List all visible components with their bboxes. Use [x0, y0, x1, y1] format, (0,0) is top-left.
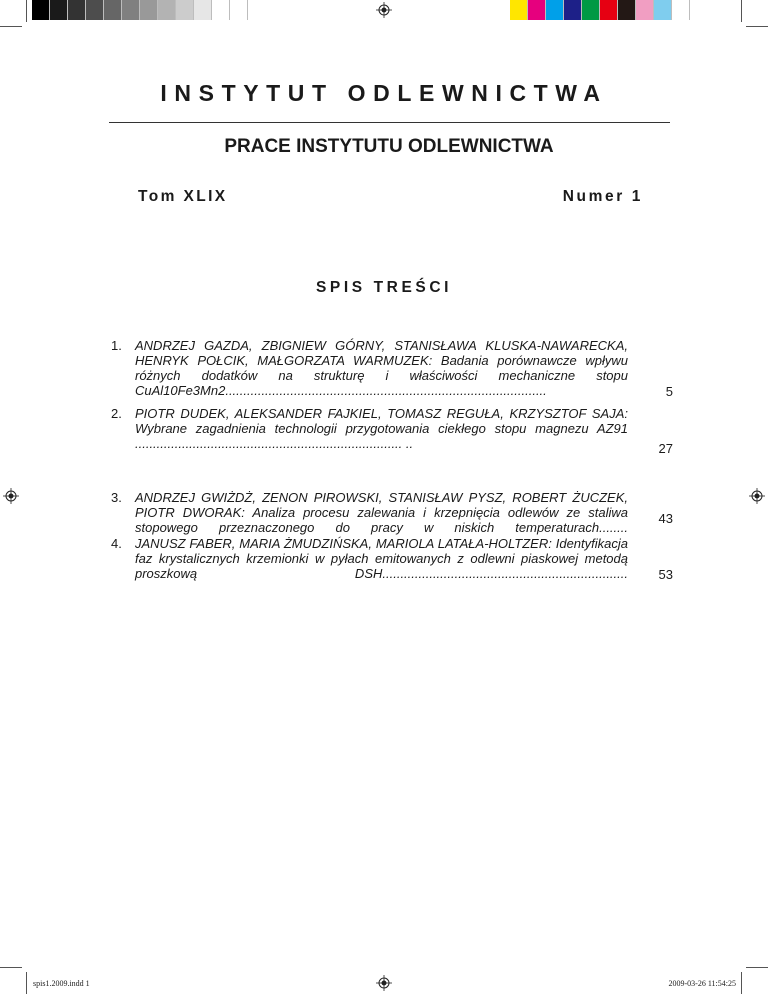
toc-entry [111, 406, 673, 466]
volume-label: Tom XLIX [138, 188, 228, 205]
grayscale-calibration-bar [32, 0, 248, 20]
crop-mark [741, 972, 742, 994]
calibration-swatch [176, 0, 194, 20]
calibration-swatch [654, 0, 672, 20]
crop-mark [0, 967, 22, 968]
toc-entry-number: 1. [111, 338, 122, 353]
toc-entry-number: 3. [111, 490, 122, 505]
toc-entry-text: ANDRZEJ GWIŻDŻ, ZENON PIROWSKI, STANISŁAW PYSZ, ROBERT ŻUCZEK, PIOTR DWORAK: Analiza procesu zalewania i krzepnięcia odlewów ze staliwa stopowego przeznaczonego do pracy w niskich temperaturach........ [135, 490, 628, 535]
toc-entry-text: JANUSZ FABER, MARIA ŻMUDZIŃSKA, MARIOLA LATAŁA-HOLTZER: Identyfikacja faz krystalicznych krzemionki w pyłach emitowanych z odlewni piaskowej metodą proszkową DSH.................................................................... [135, 536, 628, 581]
header-divider [109, 122, 670, 123]
calibration-swatch [194, 0, 212, 20]
toc-entry [111, 338, 673, 398]
calibration-swatch [68, 0, 86, 20]
toc-entry-page: 43 [658, 511, 673, 526]
footer-filename: spis1.2009.indd 1 [33, 979, 90, 988]
registration-mark-icon [3, 488, 19, 504]
registration-mark-icon [749, 488, 765, 504]
crop-mark [26, 0, 27, 22]
toc-heading: SPIS TREŚCI [315, 279, 453, 296]
calibration-swatch [528, 0, 546, 20]
crop-mark [741, 0, 742, 22]
toc-entry-text: PIOTR DUDEK, ALEKSANDER FAJKIEL, TOMASZ REGUŁA, KRZYSZTOF SAJA: Wybrane zagadnienia technologii przygotowania ciekłego stopu magnezu AZ91 .......................................................................... .. [135, 406, 628, 451]
calibration-swatch [672, 0, 690, 20]
calibration-swatch [600, 0, 618, 20]
registration-mark-icon [376, 975, 392, 991]
crop-mark [746, 967, 768, 968]
calibration-swatch [510, 0, 528, 20]
calibration-swatch [230, 0, 248, 20]
calibration-swatch [158, 0, 176, 20]
toc-entry-number: 2. [111, 406, 122, 421]
institute-title: INSTYTUT ODLEWNICTWA [160, 80, 608, 106]
calibration-swatch [86, 0, 104, 20]
toc-entry [111, 536, 673, 582]
calibration-swatch [50, 0, 68, 20]
calibration-swatch [122, 0, 140, 20]
calibration-swatch [564, 0, 582, 20]
toc-entry-page: 53 [658, 567, 673, 582]
toc-entry-page: 5 [665, 384, 673, 399]
toc-entry [111, 490, 673, 536]
color-calibration-bar [510, 0, 690, 20]
calibration-swatch [582, 0, 600, 20]
calibration-swatch [140, 0, 158, 20]
calibration-swatch [618, 0, 636, 20]
issue-label: Numer 1 [562, 188, 643, 205]
crop-mark [26, 972, 27, 994]
toc-entry-text: ANDRZEJ GAZDA, ZBIGNIEW GÓRNY, STANISŁAWA KLUSKA-NAWARECKA, HENRYK POŁCIK, MAŁGORZATA WARMUZEK: Badania porównawcze wpływu różnych dodatków na strukturę i właściwości mechaniczne stopu CuAl10Fe3Mn2......................................................................................... [135, 338, 628, 398]
footer-timestamp: 2009-03-26 11:54:25 [668, 979, 736, 988]
calibration-swatch [32, 0, 50, 20]
calibration-swatch [546, 0, 564, 20]
series-title: PRACE INSTYTUTU ODLEWNICTWA [224, 136, 554, 157]
calibration-swatch [212, 0, 230, 20]
calibration-swatch [104, 0, 122, 20]
calibration-swatch [636, 0, 654, 20]
crop-mark [746, 26, 768, 27]
crop-mark [0, 26, 22, 27]
toc-entry-number: 4. [111, 536, 122, 551]
registration-mark-icon [376, 2, 392, 18]
toc-entry-page: 27 [658, 441, 673, 456]
